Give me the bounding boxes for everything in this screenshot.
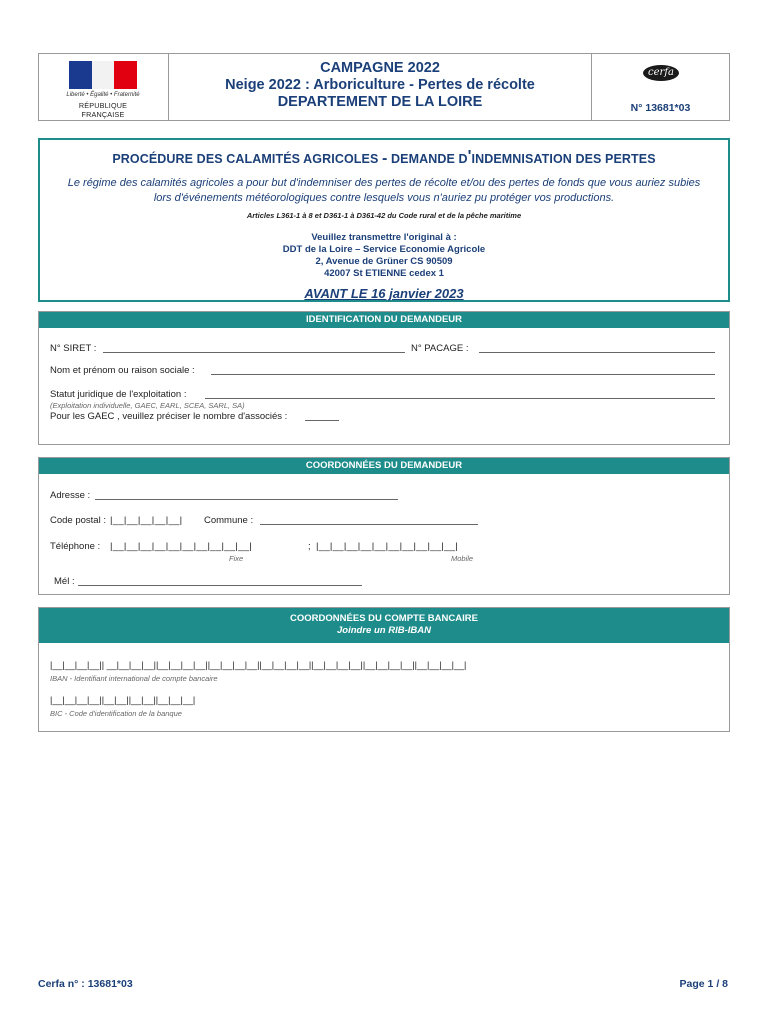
status-input[interactable] (205, 398, 715, 399)
commune-input[interactable] (260, 524, 478, 525)
iban-input[interactable]: |__|__|__|__|| __|__|__|__||__|__|__|__||__|__|__|__||__|__|__|__||__|__|__|__||__|__|__|__||__|__|__|__| (50, 660, 467, 670)
gaec-associates-input[interactable] (305, 420, 339, 421)
intro-line-2: lors d'événements météorologiques contre lesquels vous n'auriez pu protéger vos productions. (153, 192, 615, 204)
address-label: Adresse : (50, 490, 91, 501)
procedure-title-part3: INDEMNISATION DES PERTES (471, 152, 656, 166)
siret-label: N° SIRET : (50, 343, 97, 354)
postal-label: Code postal : (50, 515, 106, 526)
name-label: Nom et prénom ou raison sociale : (50, 365, 195, 376)
mobile-label: Mobile (451, 554, 474, 563)
send-address (40, 232, 728, 280)
deadline: AVANT LE 16 janvier 2023 (304, 286, 464, 301)
coordinates-section (38, 457, 730, 595)
procedure-box (38, 138, 730, 302)
intro-line-1: Le régime des calamités agricoles a pour but d'indemniser des pertes de récolte et/ou des pertes de fonds que vous auriez subies (67, 177, 701, 189)
cerfa-logo-icon: cerfa (643, 65, 679, 81)
postal-code-input[interactable]: |__|__|__|__|__| (110, 515, 183, 526)
legal-articles: Articles L361-1 à 8 et D361-1 à D361-42 du Code rural et de la pêche maritime (246, 211, 522, 220)
coordinates-heading: COORDONNÉES DU DEMANDEUR (39, 458, 729, 474)
marianne-logo (57, 61, 149, 119)
phone-separator: ; (308, 541, 311, 552)
bank-subheading: Joindre un RIB-IBAN (337, 625, 431, 636)
republic-motto: Liberté • Égalité • Fraternité (66, 92, 140, 98)
identification-heading: IDENTIFICATION DU DEMANDEUR (39, 312, 729, 328)
pacage-label: N° PACAGE : (411, 343, 469, 354)
republic-logo-cell (39, 54, 169, 120)
status-label: Statut juridique de l'exploitation : (50, 389, 187, 400)
status-hint: (Exploitation individuelle, GAEC, EARL, SCEA, SARL, SA) (50, 401, 245, 410)
bic-hint: BIC - Code d'identification de la banque (50, 709, 182, 718)
procedure-title (40, 148, 728, 168)
commune-label: Commune : (204, 515, 254, 526)
form-header (38, 53, 730, 121)
iban-hint: IBAN - Identifiant international de compte bancaire (50, 674, 218, 683)
phone-fixe-input[interactable]: |__|__|__|__|__|__|__|__|__|__| (110, 541, 253, 552)
department-title: DEPARTEMENT DE LA LOIRE (277, 94, 483, 110)
footer-cerfa-number: Cerfa n° : 13681*03 (38, 978, 133, 990)
send-to-label: Veuillez transmettre l'original à : (311, 232, 457, 243)
bank-heading: COORDONNÉES DU COMPTE BANCAIRE (290, 613, 478, 624)
french-flag-icon (69, 61, 137, 89)
fixe-label: Fixe (229, 554, 244, 563)
address-line-2: 2, Avenue de Grüner CS 90509 (315, 256, 453, 267)
address-line-3: 42007 St ETIENNE cedex 1 (324, 268, 444, 279)
campaign-subtitle: Neige 2022 : Arboriculture - Pertes de récolte (225, 77, 535, 93)
header-title-cell (169, 54, 592, 120)
procedure-intro (40, 176, 728, 206)
phone-mobile-input[interactable]: |__|__|__|__|__|__|__|__|__|__| (316, 541, 459, 552)
procedure-title-part1: PROCÉDURE DES CALAMITÉS AGRICOLES (112, 152, 379, 166)
gaec-label: Pour les GAEC , veuillez préciser le nombre d'associés : (50, 411, 288, 422)
address-input[interactable] (95, 499, 398, 500)
name-input[interactable] (211, 374, 715, 375)
bic-input[interactable]: |__|__|__|__||__|__||__|__||__|__|__| (50, 695, 196, 705)
page-number: Page 1 / 8 (679, 978, 728, 990)
address-line-1: DDT de la Loire – Service Economie Agricole (282, 244, 486, 255)
email-input[interactable] (78, 585, 362, 586)
siret-input[interactable] (103, 352, 405, 353)
procedure-title-apostrophe: ' (467, 148, 472, 165)
pacage-input[interactable] (479, 352, 715, 353)
identification-section (38, 311, 730, 445)
campaign-title: CAMPAGNE 2022 (320, 60, 440, 76)
cerfa-cell (592, 54, 729, 120)
bank-heading-bar (39, 608, 729, 643)
procedure-title-dash: - (381, 150, 388, 167)
email-label: Mél : (54, 576, 75, 587)
procedure-title-part2: DEMANDE D (391, 152, 468, 166)
phone-label: Téléphone : (50, 541, 101, 552)
republic-name: RÉPUBLIQUE FRANÇAISE (78, 101, 128, 119)
cerfa-number: N° 13681*03 (630, 102, 691, 114)
